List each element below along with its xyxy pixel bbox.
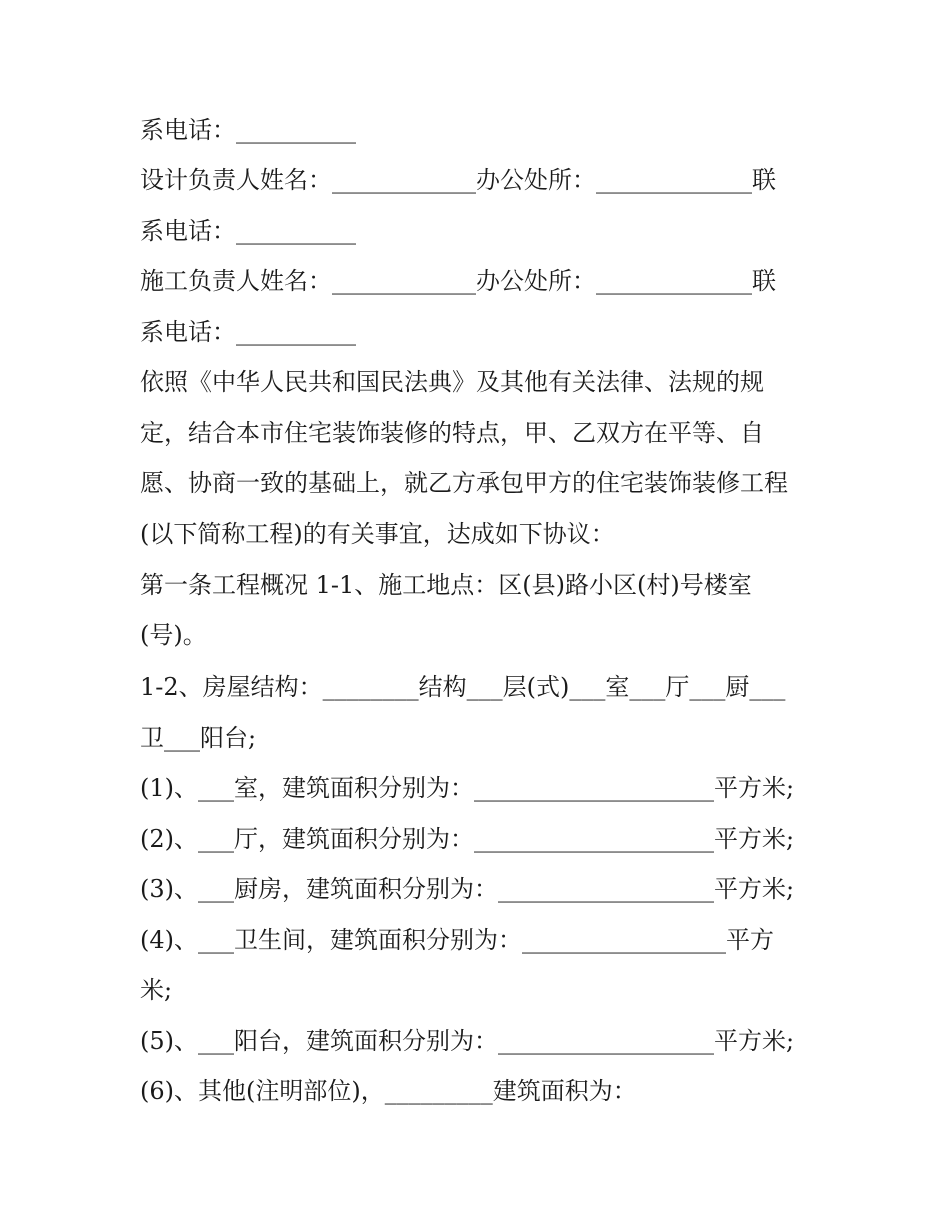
text-line-contact-phone-1: 系电话：__________ [140,116,356,144]
text-line-legal-basis-3: 愿、协商一致的基础上，就乙方承包甲方的住宅装饰装修工程 [140,469,788,497]
text-line-other-area: (6)、其他(注明部位)，_________建筑面积为： [140,1077,637,1105]
text-line-design-lead: 设计负责人姓名：____________办公处所：_____________联 [140,166,776,194]
text-line-bathroom-area: (4)、___卫生间，建筑面积分别为：_________________平方 [140,926,774,954]
text-line-bathroom-area-cont: 米; [140,976,173,1004]
text-line-construction-lead: 施工负责人姓名：____________办公处所：_____________联 [140,267,776,295]
text-line-contact-phone-3: 系电话：__________ [140,318,356,346]
text-line-article-1: 第一条工程概况 1-1、施工地点：区(县)路小区(村)号楼室 [140,571,752,599]
text-line-contact-phone-2: 系电话：__________ [140,217,356,245]
text-line-legal-basis-1: 依照《中华人民共和国民法典》及其他有关法律、法规的规 [140,368,764,396]
text-line-article-1-cont: (号)。 [140,621,207,649]
text-line-house-structure-cont: 卫___阳台; [140,724,257,752]
text-line-room-area: (1)、___室，建筑面积分别为：____________________平方米; [140,774,795,802]
text-line-legal-basis-4: (以下简称工程)的有关事宜，达成如下协议： [140,520,615,548]
text-line-balcony-area: (5)、___阳台，建筑面积分别为：__________________平方米; [140,1027,795,1055]
text-line-hall-area: (2)、___厅，建筑面积分别为：____________________平方米; [140,825,795,853]
text-line-legal-basis-2: 定，结合本市住宅装饰装修的特点，甲、乙双方在平等、自 [140,419,764,447]
text-line-house-structure: 1-2、房屋结构：________结构___层(式)___室___厅___厨___ [140,673,786,701]
text-line-kitchen-area: (3)、___厨房，建筑面积分别为：__________________平方米; [140,875,795,903]
